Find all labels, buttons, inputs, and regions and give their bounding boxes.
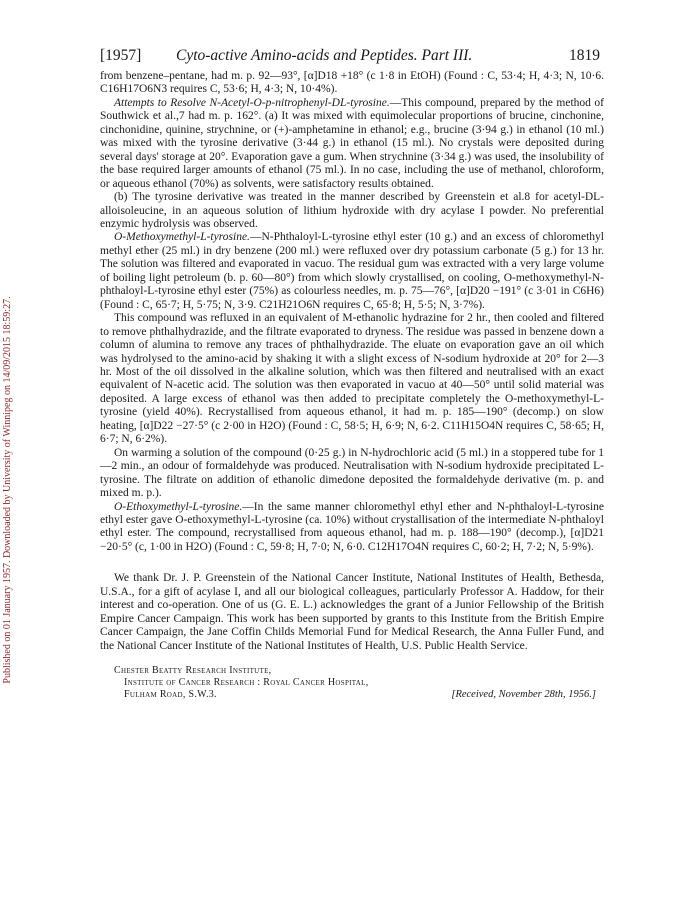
publication-sidebar-note: Published on 01 January 1957. Downloaded by University of Winnipeg on 14/09/2015 18:59:27.: [2, 296, 13, 684]
paragraph: O-Methoxymethyl-L-tyrosine.—N-Phthaloyl-L-tyrosine ethyl ester (10 g.) and an excess of chloromethyl methyl ether (25 ml.) in dry benzene (200 ml.) were refluxed over dry potassium carbonate (5 g.) for 13 hr. The solution was filtered and evaporated in vacuo. The residual gum was extracted with a very large volume of boiling light petroleum (b. p. 60—80°) from which slowly crystallised, on cooling, O-methoxymethyl-N-phthaloyl-L-tyrosine ethyl ester (75%) as colourless needles, m. p. 75—76°, [α]D20 −191° (c 3·01 in C6H6) (Found : C, 65·7; H, 5·75; N, 3·9. C21H21O6N requires C, 65·8; H, 5·5; N, 3·7%).: [100, 231, 604, 311]
paragraph: On warming a solution of the compound (0·25 g.) in N-hydrochloric acid (5 ml.) in a stoppered tube for 1—2 min., an odour of formaldehyde was produced. Neutralisation with N-sodium hydroxide precipitated L-tyrosine. The filtrate on addition of ethanolic dimedone deposited the formaldehyde derivative (m. p. and mixed m. p.).: [100, 446, 604, 500]
running-header: [100, 46, 600, 66]
paragraph: (b) The tyrosine derivative was treated in the manner described by Greenstein et al.8 for acetyl-DL-alloisoleucine, in an aqueous solution of lithium hydroxide with dry acylase I powder. No preferential enzymic hydrolysis was observed.: [100, 191, 604, 230]
section-heading: Attempts to Resolve N-Acetyl-O-p-nitrophenyl-DL-tyrosine.: [114, 96, 390, 109]
received-date: [Received, November 28th, 1956.]: [451, 689, 596, 701]
address-line-1: Chester Beatty Research Institute,: [114, 665, 272, 677]
paragraph: Attempts to Resolve N-Acetyl-O-p-nitrophenyl-DL-tyrosine.—This compound, prepared by the method of Southwick et al.,7 had m. p. 162°. (a) It was mixed with equimolecular proportions of brucine, cinchonine, cinchonidine, quinine, strychnine, or (+)-amphetamine in ethanol; e.g., brucine (3·94 g.) in ethanol (10 ml.) was mixed with the tyrosine derivative (3·44 g.) in ethanol (15 ml.). No crystals were deposited during several days' storage at 20°. Evaporation gave a gum. When strychnine (3·34 g.) was used, the insolubility of the base required larger amounts of ethanol (75 ml.). In no case, including the use of methanol, chloroform, or aqueous ethanol (70%) as solvents, were satisfactory results obtained.: [100, 96, 605, 190]
author-address: [100, 665, 604, 701]
address-line-3: Fulham Road, S.W.3.: [124, 689, 217, 701]
section-heading: O-Ethoxymethyl-L-tyrosine.: [114, 500, 243, 513]
header-title: Cyto-active Amino-acids and Peptides. Part III.: [176, 47, 473, 64]
acknowledgement: We thank Dr. J. P. Greenstein of the National Cancer Institute, National Institutes of Health, Bethesda, U.S.A., for a gift of acylase I, and all our biological colleagues, particularly Professor A. Haddow, for their interest and co-operation. One of us (G. E. L.) acknowledges the grant of a Junior Fellowship of the British Empire Cancer Campaign. This work has been supported by grants to this Institute from the British Empire Cancer Campaign, the Jane Coffin Childs Memorial Fund for Medical Research, the Anna Fuller Fund, and the National Cancer Institute of the National Institutes of Health, U.S. Public Health Service.: [100, 572, 604, 652]
address-line-2: Institute of Cancer Research : Royal Cancer Hospital,: [124, 677, 369, 689]
paragraph: from benzene–pentane, had m. p. 92—93°, [α]D18 +18° (c 1·8 in EtOH) (Found : C, 53·4; H, 4·3; N, 10·6. C16H17O6N3 requires C, 53·6; H, 4·3; N, 10·4%).: [100, 70, 604, 96]
header-year: [1957]: [100, 47, 142, 64]
page-number: 1819: [569, 47, 600, 64]
section-heading: O-Methoxymethyl-L-tyrosine.: [114, 231, 250, 244]
paragraph: O-Ethoxymethyl-L-tyrosine.—In the same manner chloromethyl ethyl ether and N-phthaloyl-L-tyrosine ethyl ester gave O-ethoxymethyl-L-tyrosine (ca. 10%) without crystallisation of the intermediate N-phthaloyl ethyl ester. The compound, recrystallised from aqueous ethanol, had m. p. 188—190° (decomp.), [α]D21 −20·5° (c, 1·00 in H2O) (Found : C, 59·8; H, 7·0; N, 6·0. C12H17O4N requires C, 60·2; H, 7·2; N, 5·9%).: [100, 500, 604, 553]
article-body: [100, 70, 604, 701]
paragraph: This compound was refluxed in an equivalent of M-ethanolic hydrazine for 2 hr., then cooled and filtered to remove phthalhydrazide, and the filtrate evaporated to dryness. The residue was passed in benzene down a column of alumina to remove any traces of phthalhydrazide. The eluate on evaporation gave an oil which was hydrolysed to the amino-acid by shaking it with a slight excess of N-sodium hydroxide at 20° for 2—3 hr. Most of the oil dissolved in the alkaline solution, which was then filtered and neutralised with an exact equivalent of N-acetic acid. The solution was then evaporated in vacuo at 40—50° until solid material was deposited. A large excess of ethanol was then added to precipitate completely the O-methoxymethyl-L-tyrosine (yield 40%). Recrystallised from aqueous ethanol, it had m. p. 185—190° (decomp.) on slow heating, [α]D22 −27·5° (c 2·00 in H2O) (Found : C, 58·5; H, 6·9; N, 6·2. C11H15O4N requires C, 58·65; H, 6·7; N, 6·2%).: [100, 312, 604, 446]
